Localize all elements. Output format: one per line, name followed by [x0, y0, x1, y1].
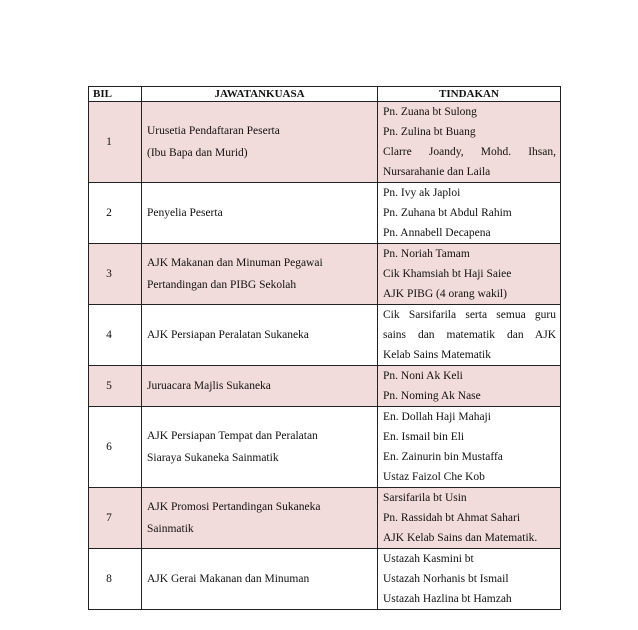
member-name: Pn. Noriah Tamam [383, 248, 470, 260]
committee-name-line: Siaraya Sukaneka Sainmatik [147, 452, 279, 464]
member-name: Pn. Noming Ak Nase [383, 390, 481, 402]
member-name: Ustazah Norhanis bt Ismail [383, 573, 509, 585]
action-members [378, 244, 561, 305]
member-name: Cik Khamsiah bt Haji Saiee [383, 268, 512, 280]
committee-name [142, 244, 378, 305]
row-number: 3 [89, 244, 142, 305]
committee-name [142, 183, 378, 244]
committee-name-line: Pertandingan dan PIBG Sekolah [147, 279, 297, 291]
table-body [89, 102, 561, 610]
committee-name-line: Juruacara Majlis Sukaneka [147, 380, 271, 392]
member-name: Nursarahanie dan Laila [383, 166, 491, 178]
committee-name-line: AJK Promosi Pertandingan Sukaneka [147, 501, 321, 513]
committee-name-line: Urusetia Pendaftaran Peserta [147, 125, 280, 137]
committee-table [88, 86, 561, 610]
committee-name-line: Sainmatik [147, 523, 194, 535]
member-name: Pn. Noni Ak Keli [383, 370, 463, 382]
member-name: En. Ismail bin Eli [383, 431, 465, 443]
action-members [378, 407, 561, 488]
committee-name-line: AJK Persiapan Peralatan Sukaneka [147, 329, 309, 341]
row-number: 4 [89, 305, 142, 366]
action-members [378, 183, 561, 244]
member-name: Clarre Joandy, Mohd. Ihsan, [383, 146, 556, 158]
member-name: Pn. Zuhana bt Abdul Rahim [383, 207, 512, 219]
member-name: AJK PIBG (4 orang wakil) [383, 288, 507, 300]
committee-name [142, 407, 378, 488]
committee-name [142, 102, 378, 183]
action-members [378, 102, 561, 183]
member-name: En. Zainurin bin Mustaffa [383, 451, 503, 463]
table-row [89, 549, 561, 610]
row-number: 5 [89, 366, 142, 407]
member-name: Pn. Zulina bt Buang [383, 126, 476, 138]
row-number: 7 [89, 488, 142, 549]
member-name: Pn. Annabell Decapena [383, 227, 491, 239]
table-header-row [89, 87, 561, 102]
row-number: 8 [89, 549, 142, 610]
member-name: AJK Kelab Sains dan Matematik. [383, 532, 538, 544]
committee-name-line: AJK Persiapan Tempat dan Peralatan [147, 430, 318, 442]
action-members [378, 305, 561, 366]
table-row [89, 183, 561, 244]
committee-name [142, 366, 378, 407]
committee-name-line: (Ibu Bapa dan Murid) [147, 147, 248, 159]
committee-name-line: Penyelia Peserta [147, 207, 223, 219]
table-row [89, 102, 561, 183]
table-row [89, 488, 561, 549]
committee-name-line: AJK Makanan dan Minuman Pegawai [147, 257, 323, 269]
member-name: Pn. Rassidah bt Ahmat Sahari [383, 512, 521, 524]
member-name: Ustazah Kasmini bt [383, 553, 474, 565]
member-name: sains dan matematik dan AJK [383, 329, 556, 341]
row-number: 2 [89, 183, 142, 244]
row-number: 1 [89, 102, 142, 183]
table-row [89, 244, 561, 305]
action-members [378, 366, 561, 407]
header-tindakan: TINDAKAN [378, 87, 561, 102]
member-name: Pn. Ivy ak Japloi [383, 187, 461, 199]
member-name: Kelab Sains Matematik [383, 349, 491, 361]
committee-name [142, 305, 378, 366]
member-name: Ustazah Hazlina bt Hamzah [383, 593, 512, 605]
header-bil: BIL [89, 87, 142, 102]
member-name: Sarsifarila bt Usin [383, 492, 467, 504]
table-row [89, 305, 561, 366]
row-number: 6 [89, 407, 142, 488]
table-row [89, 407, 561, 488]
action-members [378, 488, 561, 549]
committee-name-line: AJK Gerai Makanan dan Minuman [147, 573, 310, 585]
member-name: Ustaz Faizol Che Kob [383, 471, 485, 483]
header-jawatankuasa: JAWATANKUASA [142, 87, 378, 102]
member-name: En. Dollah Haji Mahaji [383, 411, 491, 423]
table-row [89, 366, 561, 407]
member-name: Pn. Zuana bt Sulong [383, 106, 477, 118]
action-members [378, 549, 561, 610]
committee-name [142, 488, 378, 549]
member-name: Cik Sarsifarila serta semua guru [383, 309, 556, 321]
committee-name [142, 549, 378, 610]
